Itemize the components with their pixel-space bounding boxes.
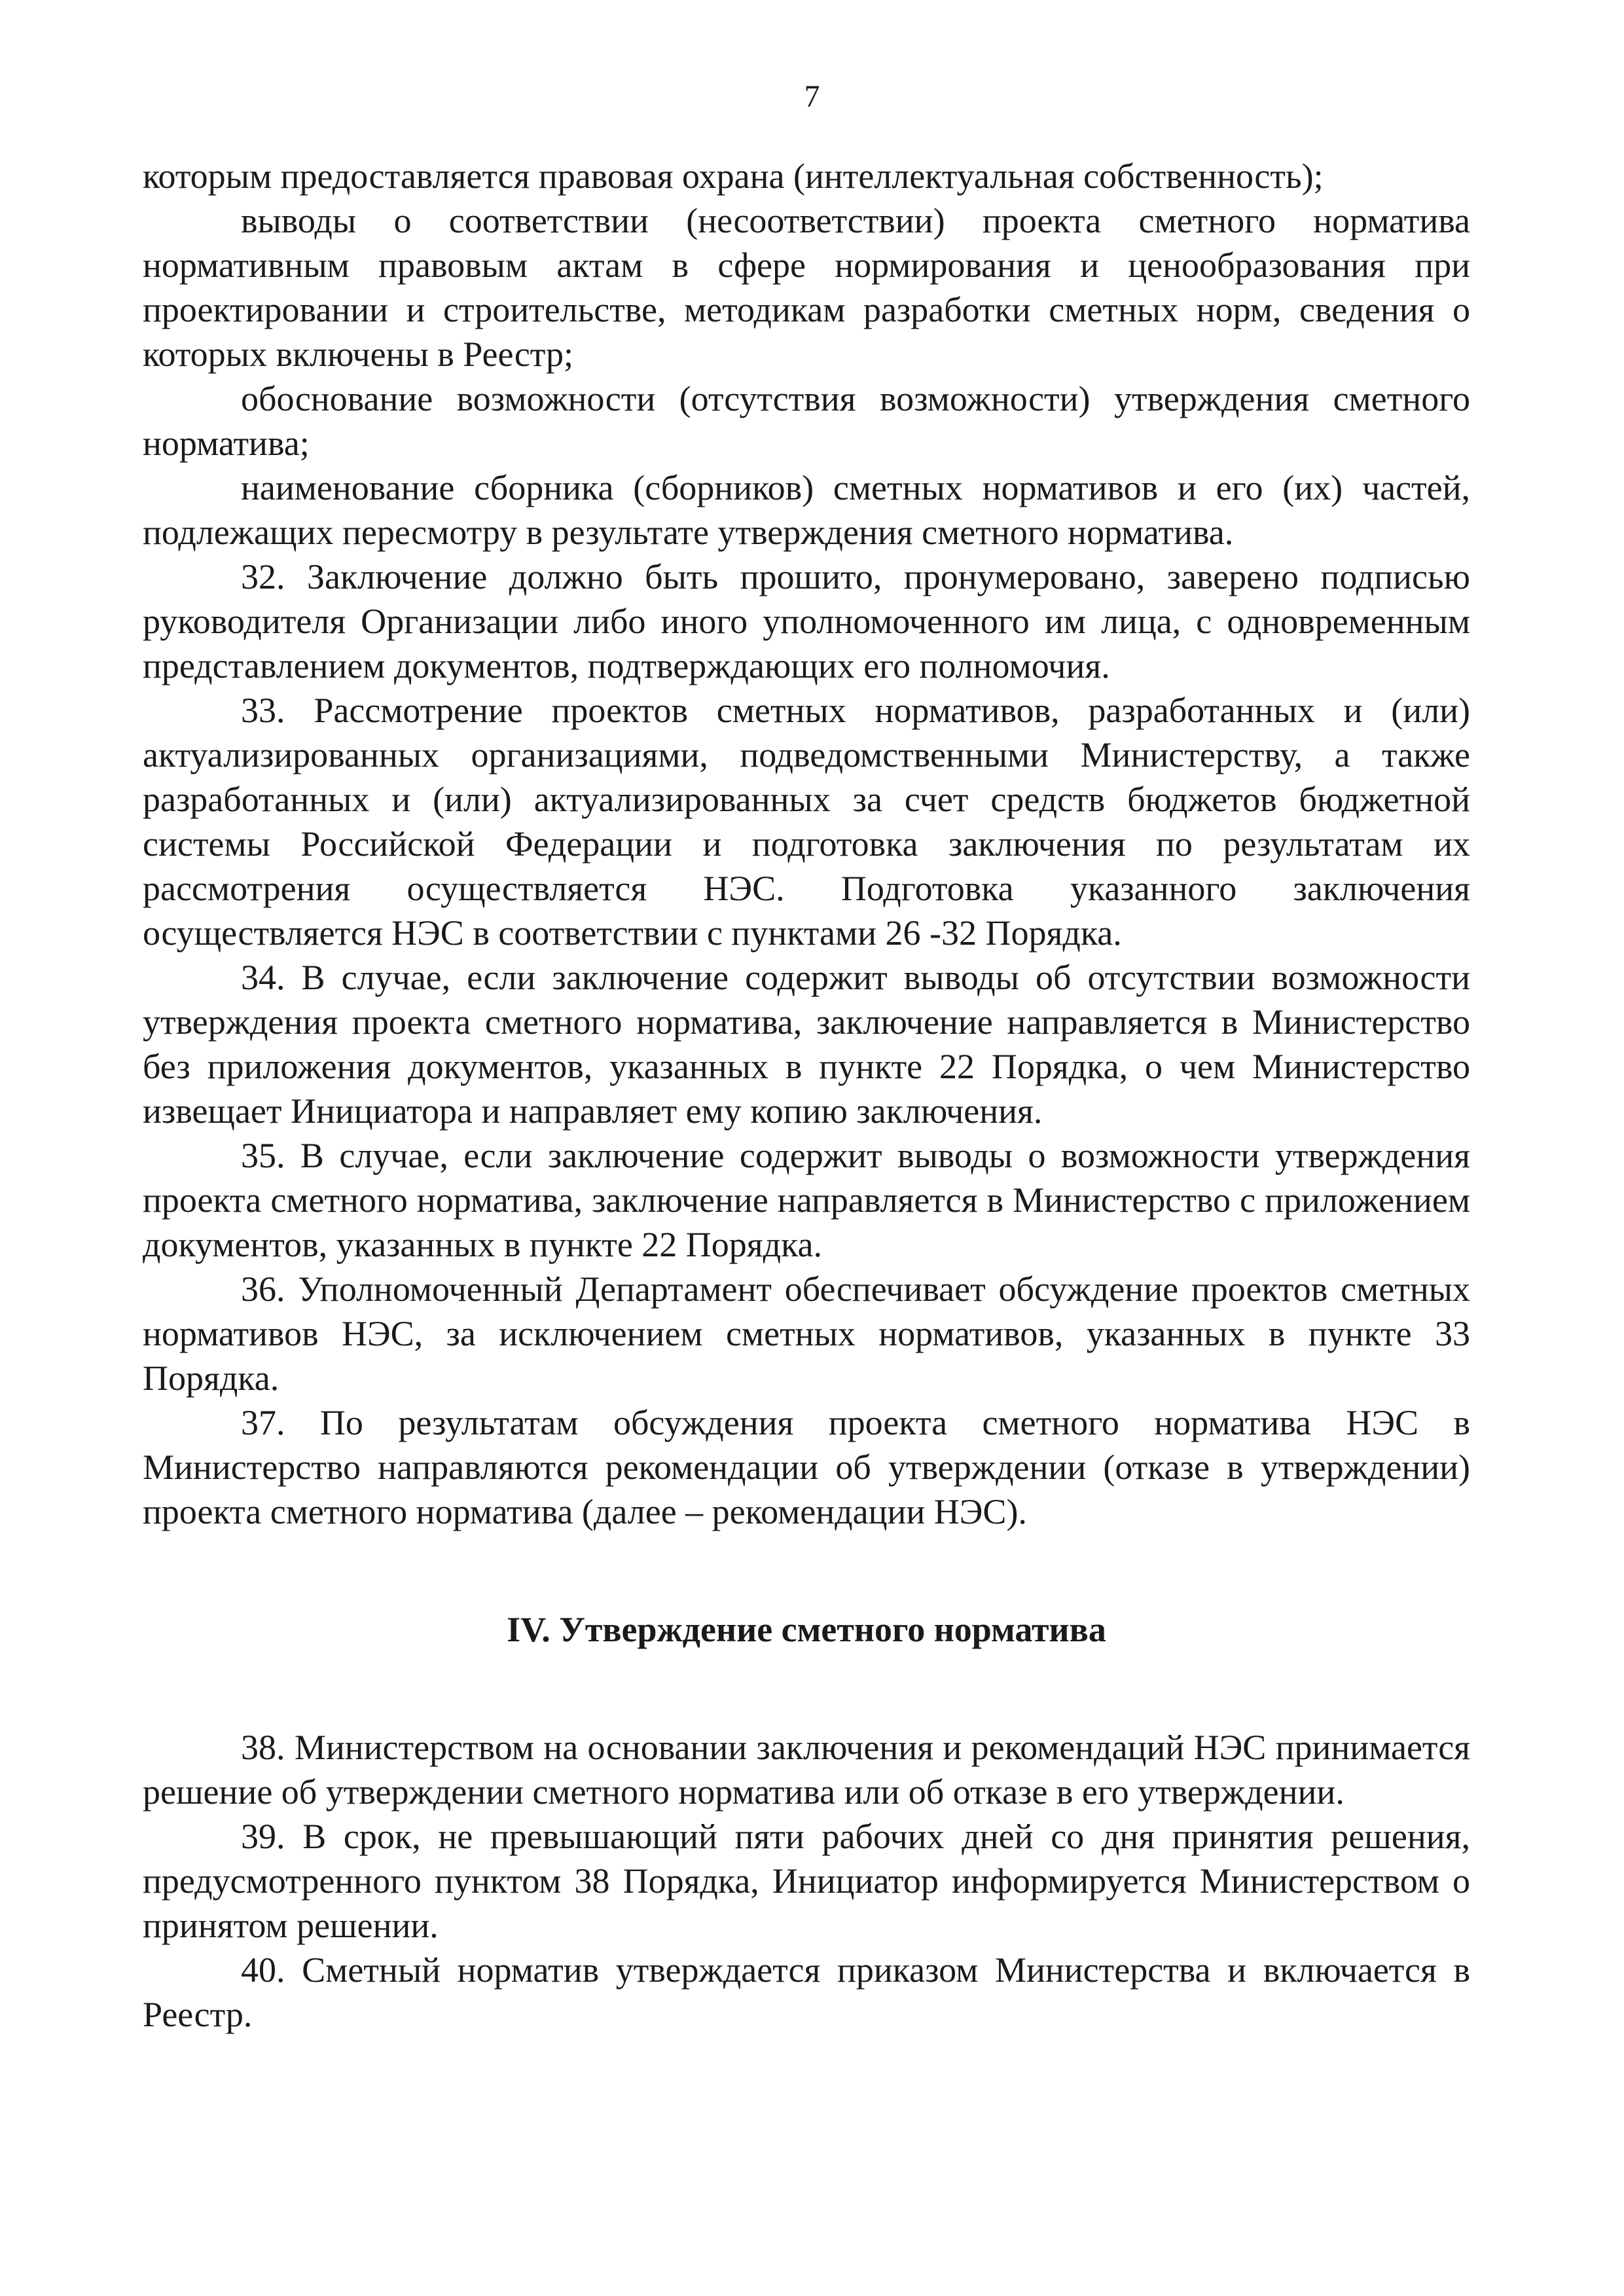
- paragraph: наименование сборника (сборников) сметных нормативов и его (их) частей, подлежащих пересмотру в результате утверждения сметного норматива.: [143, 468, 1470, 552]
- paragraph-item-35: 35. В случае, если заключение содержит выводы о возможности утверждения проекта сметного норматива, заключение направляется в Министерство с приложением документов, указанных в пункте 22 Порядка.: [143, 1136, 1470, 1264]
- paragraph-item-33: 33. Рассмотрение проектов сметных нормативов, разработанных и (или) актуализированных организациями, подведомственными Министерству, а также разработанных и (или) актуализированных за счет средств бюджетов бюджетной системы Российской Федерации и подготовка заключения по результатам их рассмотрения осуществляется НЭС. Подготовка указанного заключения осуществляется НЭС в соответствии с пунктами 26 -32 Порядка.: [143, 691, 1470, 953]
- paragraph-item-37: 37. По результатам обсуждения проекта сметного норматива НЭС в Министерство направляются рекомендации об утверждении (отказе в утверждении) проекта сметного норматива (далее – рекомендации НЭС).: [143, 1403, 1470, 1531]
- paragraph-item-34: 34. В случае, если заключение содержит выводы об отсутствии возможности утверждения проекта сметного норматива, заключение направляется в Министерство без приложения документов, указанных в пункте 22 Порядка, о чем Министерство извещает Инициатора и направляет ему копию заключения.: [143, 958, 1470, 1131]
- section-heading: IV. Утверждение сметного норматива: [507, 1610, 1106, 1649]
- page-number: 7: [804, 79, 820, 114]
- paragraph-item-32: 32. Заключение должно быть прошито, пронумеровано, заверено подписью руководителя Организации либо иного уполномоченного им лица, с одновременным представлением документов, подтверждающих его полномочия.: [143, 557, 1470, 685]
- paragraph-continuation: которым предоставляется правовая охрана (интеллектуальная собственность);: [143, 156, 1324, 196]
- paragraph-item-39: 39. В срок, не превышающий пяти рабочих дней со дня принятия решения, предусмотренного пунктом 38 Порядка, Инициатор информируется Министерством о принятом решении.: [143, 1817, 1470, 1945]
- document-body: [143, 154, 1470, 2037]
- paragraph: обоснование возможности (отсутствия возможности) утверждения сметного норматива;: [143, 379, 1470, 463]
- paragraph-item-38: 38. Министерством на основании заключения и рекомендаций НЭС принимается решение об утверждении сметного норматива или об отказе в его утверждении.: [143, 1728, 1470, 1812]
- paragraph-item-40: 40. Сметный норматив утверждается приказом Министерства и включается в Реестр.: [143, 1950, 1470, 2034]
- paragraph: выводы о соответствии (несоответствии) проекта сметного норматива нормативным правовым актам в сфере нормирования и ценообразования при проектировании и строительстве, методикам разработки сметных норм, сведения о которых включены в Реестр;: [143, 201, 1470, 374]
- paragraph-item-36: 36. Уполномоченный Департамент обеспечивает обсуждение проектов сметных нормативов НЭС, за исключением сметных нормативов, указанных в пункте 33 Порядка.: [143, 1269, 1470, 1398]
